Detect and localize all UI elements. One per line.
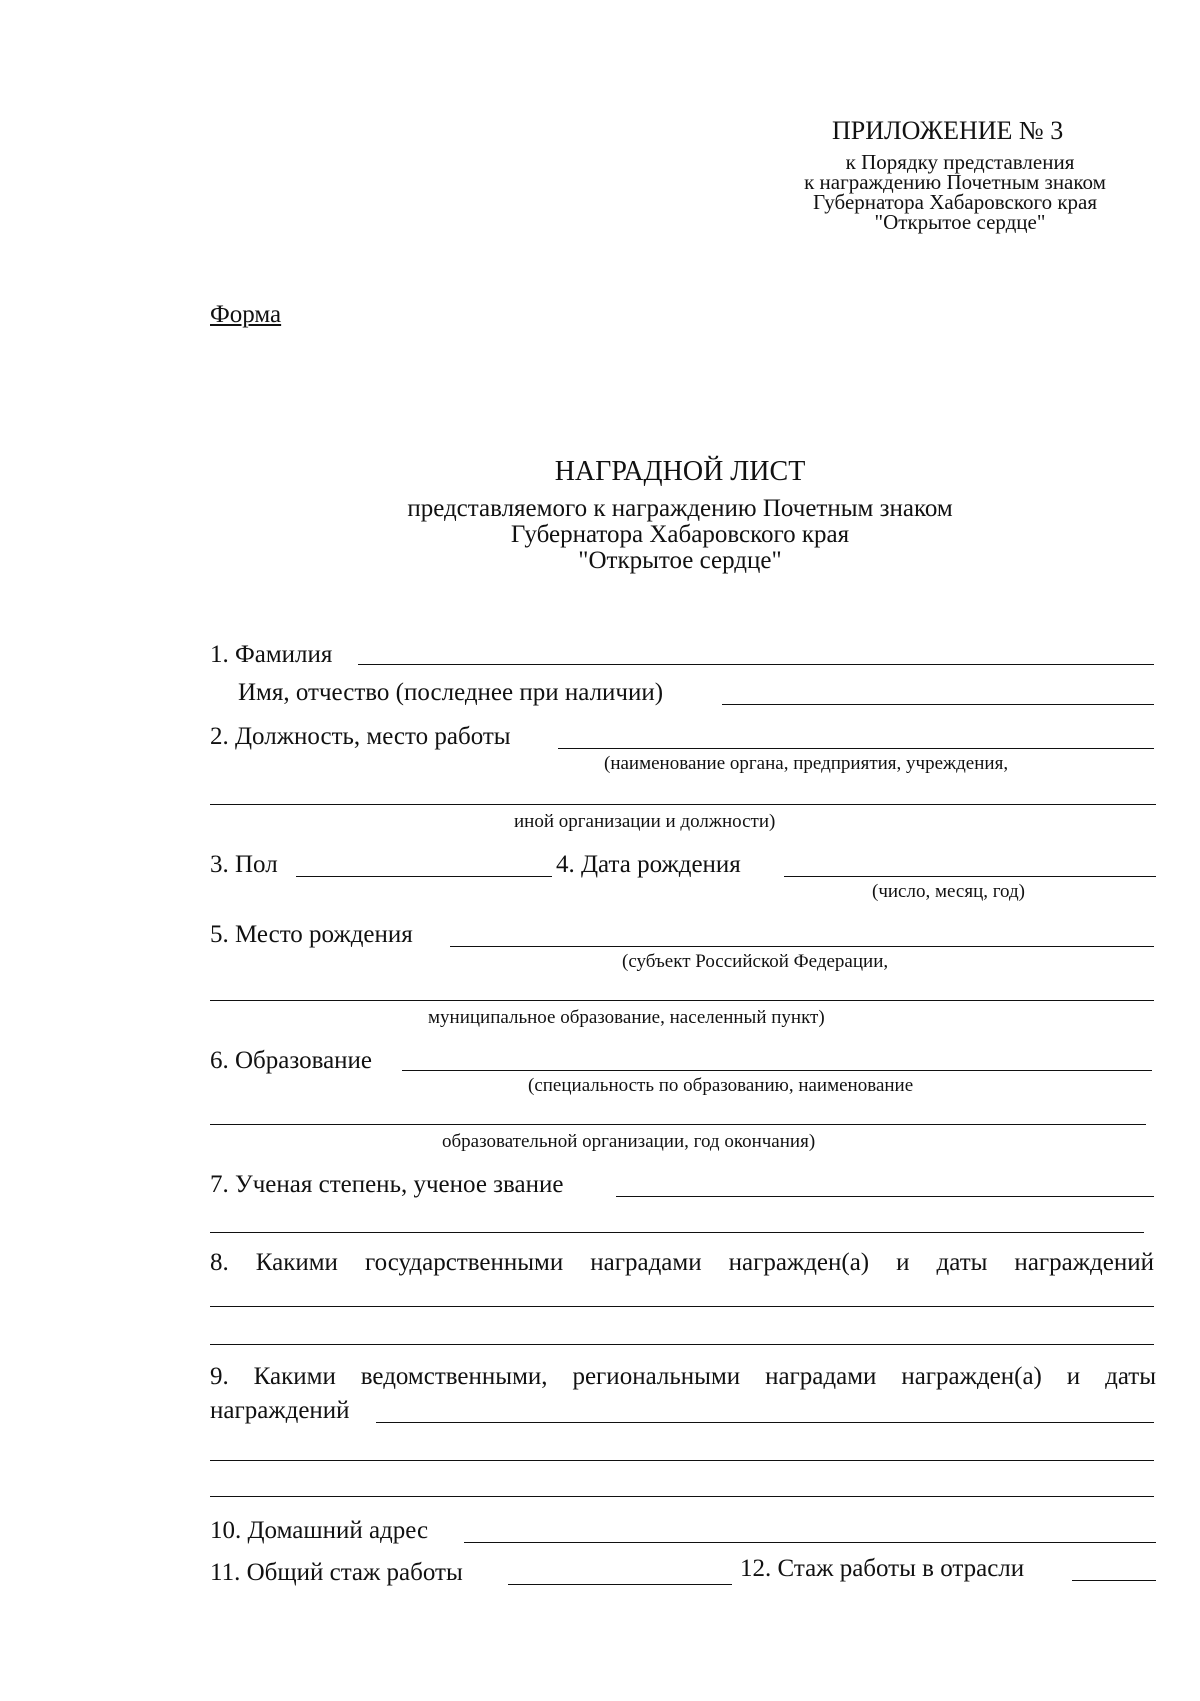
regional-awards-field[interactable] [376,1422,1154,1423]
form-label: Форма [210,301,282,328]
address-label: 10. Домашний адрес [210,1517,429,1544]
heading-line: Губернатора Хабаровского края [510,521,850,548]
regional-awards-field-3[interactable] [210,1496,1154,1497]
degree-field[interactable] [616,1196,1154,1197]
degree-field-2[interactable] [210,1232,1144,1233]
heading-line: "Открытое сердце" [578,547,782,574]
name-field[interactable] [722,704,1154,705]
appendix-title: ПРИЛОЖЕНИЕ № 3 [832,116,1064,145]
page-title: НАГРАДНОЙ ЛИСТ [554,456,806,487]
name-label: Имя, отчество (последнее при наличии) [238,679,664,706]
regional-awards-label: 9. Какими ведомственными, региональными наградами награжден(а) и даты [210,1363,1156,1390]
education-hint: образовательной организации, год окончания) [442,1131,816,1152]
birth-place-label: 5. Место рождения [210,921,413,948]
position-hint: (наименование органа, предприятия, учреждения, [604,753,1009,774]
birth-date-label: 4. Дата рождения [556,851,741,878]
industry-experience-label: 12. Стаж работы в отрасли [740,1555,1025,1582]
sex-field[interactable] [296,876,552,877]
industry-experience-field[interactable] [1072,1580,1156,1581]
birth-place-hint: муниципальное образование, населенный пункт) [428,1007,825,1028]
birth-place-hint: (субъект Российской Федерации, [622,951,889,972]
appendix-line: к Порядку представления [845,150,1075,174]
appendix-line: к награждению Почетным знаком [804,170,1106,194]
birth-place-field[interactable] [450,946,1154,947]
position-hint: иной организации и должности) [514,811,776,832]
degree-label: 7. Ученая степень, ученое звание [210,1171,564,1198]
address-field[interactable] [464,1542,1156,1543]
education-hint: (специальность по образованию, наименование [528,1075,914,1096]
surname-field[interactable] [358,664,1154,665]
state-awards-field[interactable] [210,1306,1154,1307]
birth-date-field[interactable] [784,876,1156,877]
surname-label: 1. Фамилия [210,641,333,668]
position-field-2[interactable] [210,804,1156,805]
appendix-line: "Открытое сердце" [874,210,1046,234]
regional-awards-field-2[interactable] [210,1460,1154,1461]
regional-awards-label-2: награждений [210,1397,350,1424]
state-awards-label: 8. Какими государственными наградами награжден(а) и даты награждений [210,1249,1154,1276]
birth-place-field-2[interactable] [210,1000,1154,1001]
heading-line: представляемого к награждению Почетным знаком [407,495,953,522]
appendix-line: Губернатора Хабаровского края [812,190,1098,214]
total-experience-label: 11. Общий стаж работы [210,1559,463,1586]
total-experience-field[interactable] [508,1584,732,1585]
education-field[interactable] [402,1070,1152,1071]
birth-date-hint: (число, месяц, год) [872,881,1026,902]
state-awards-field-2[interactable] [210,1344,1154,1345]
position-label: 2. Должность, место работы [210,723,511,750]
sex-label: 3. Пол [210,851,278,878]
education-label: 6. Образование [210,1047,373,1074]
position-field[interactable] [558,748,1154,749]
education-field-2[interactable] [210,1124,1146,1125]
